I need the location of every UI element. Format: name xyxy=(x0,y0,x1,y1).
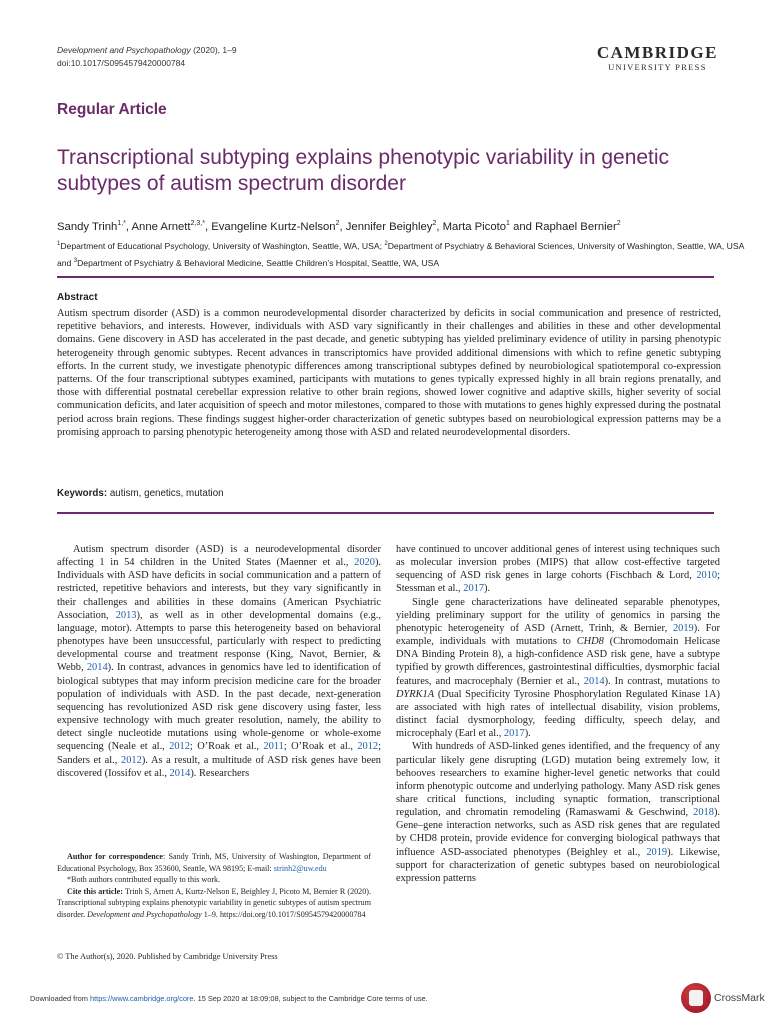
footer-link[interactable]: https://www.cambridge.org/core xyxy=(89,994,194,1003)
journal-citation xyxy=(57,44,237,57)
journal-name: Development and Psychopathology xyxy=(57,45,191,55)
divider-top xyxy=(57,276,714,278)
abstract-heading: Abstract xyxy=(57,292,98,303)
body-left-column: Autism spectrum disorder (ASD) is a neurodevelopmental disorder affecting 1 in 54 children in the United States (Maenner et al., 2020). Individuals with ASD have deficits in social communication and a pattern of restricted, repetitive behaviors and interests, but they vary significantly in their challenges and abilities in these domains (American Psychiatric Association, 2013), as well as in other developmental domains (e.g., language, motor). Attempts to parse this heterogeneity based on behavioral phenotypes have been unsuccessful, particularly with respect to predicting developmental course and treatment response (King, Navot, Bernier, & Webb, 2014). In contrast, advances in genomics have led to identification of biological subtypes that may inform precision medicine care for the broader population of individuals with ASD. In the past decade, next-generation sequencing has revolutionized ASD risk gene discovery using faster, less expensive technology with much greater resolution, namely, the ability to detect single nucleotide mutations using whole-genome or whole-exome sequencing (Neale et al., 2012; O’Roak et al., 2011; O’Roak et al., 2012; Sanders et al., 2012). As a result, a multitude of ASD risk genes have been discovered (Iossifov et al., 2014). Researchers xyxy=(57,544,381,779)
publisher-logo-top: CAMBRIDGE xyxy=(596,43,718,62)
crossmark-label[interactable]: CrossMark xyxy=(714,992,765,1004)
article-type: Regular Article xyxy=(57,101,167,118)
abstract-text: Autism spectrum disorder (ASD) is a common neurodevelopmental disorder characterized by deficits in social communication and presence of restricted, repetitive behaviors, and interests. However, individuals with ASD vary significantly in their challenges and abilities in these and other developmental domains. Gene discovery in ASD has accelerated in the past decade, and genetic subtyping has yielded preliminary evidence of utility in parsing phenotypic heterogeneity through genomic subtypes. Recent advances in transcriptomics have provided additional dimensions with which to refine genetic subtyping efforts. In the current study, we investigate phenotypic differences among transcriptional subtypes defined by neurobiological spatiotemporal co-expression patterns. Of the four transcriptional subtypes examined, participants with mutations to genes typically expressed highly in all brain regions prenatally, and those with differential postnatal cerebellar expression relative to other brain regions, showed lower cognitive and adaptive skills, higher severity of social communication deficits, and later acquisition of speech and motor milestones, compared to those with mutations to genes highly expressed during the postnatal period across brain regions. These findings suggest higher-order characterization of genetic subtypes based on neurobiological expression patterns may be a promising approach to parsing phenotypic heterogeneity among those with ASD and related neurodevelopmental disorders. xyxy=(57,308,721,438)
footer-prefix: Downloaded from xyxy=(30,994,90,1003)
footer-suffix: . 15 Sep 2020 at 18:09:08, subject to the Cambridge Core terms of use. xyxy=(193,994,428,1003)
crossmark-icon[interactable] xyxy=(681,983,711,1013)
publisher-logo[interactable] xyxy=(597,44,718,72)
article-title: Transcriptional subtyping explains phenotypic variability in genetic subtypes of autism spectrum disorder xyxy=(57,146,670,195)
publisher-logo-bottom: UNIVERSITY PRESS xyxy=(608,62,707,72)
correspondence-note: Author for correspondence: Sandy Trinh, MS, University of Washington, Department of Educational Psychology, Box 353600, Seattle, WA 98195; E-mail: strinh2@uw.edu *Both authors contributed equally to this work. Cite this article: Trinh S, Arnett A, Kurtz-Nelson E, Beighley J, Picoto M, Bernier R (2020). Transcriptional subtyping explains phenotypic variability in genetic subtypes of autism spectrum disorder. Development and Psychopathology 1–9. https://doi.org/10.1017/S0954579420000784 xyxy=(57,852,371,919)
copyright-line: © The Author(s), 2020. Published by Cambridge University Press xyxy=(57,952,278,961)
divider-bottom xyxy=(57,512,714,514)
download-footer xyxy=(30,994,428,1003)
journal-info: (2020), 1–9 xyxy=(190,45,237,55)
author-list: Sandy Trinh$^{1,*}$, Anne Arnett$^{2,3,*}$, Evangeline Kurtz-Nelson$^2$, Jennifer Beighley$^2$, Marta Picoto$^1$ and Raphael Bernier$^2$ xyxy=(57,220,621,233)
keywords xyxy=(57,488,224,499)
body-right-column: have continued to uncover additional genes of interest using techniques such as molecular inversion probes (MIPS) that allow cost-effective targeted sequencing of ASD risk genes in large cohorts (Fischbach & Lord, 2010; Stessman et al., 2017). Single gene characterizations have delineated separable phenotypes, yielding preliminary support for the utility of genomics in parsing the phenotypic heterogeneity of ASD (Arnett, Trinh, & Bernier, 2019). For example, individuals with mutations to CHD8 (Chromodomain Helicase DNA Binding Protein 8), a high-confidence ASD risk gene, have a subtype typified by growth differences, gastrointestinal difficulties, dysmorphic facial features, and macrocephaly (Bernier et al., 2014). In contrast, mutations to DYRK1A (Dual Specificity Tyrosine Phosphorylation Regulated Kinase 1A) are associated with high rates of intellectual disability, vision problems, distinct facial dysmorphology, feeding difficulty, speech delay, and microcephaly (Earl et al., 2017). With hundreds of ASD-linked genes identified, and the frequency of any particular likely gene disrupting (LGD) mutation being extremely low, it behooves researchers to examine higher-level genetic networks that could inform phenotypic outcome and underlying pathology. Many ASD risk genes share critical functions, including synaptic formation, transcriptional regulation, and chromatin remodeling (Ramaswami & Geschwind, 2018). Gene–gene interaction networks, such as ASD risk genes that are regulated by CHD8 protein, provide evidence for converging biological pathways that influence ASD-associated phenotypes (Beighley et al., 2019). Likewise, support for characterization of genetic subtypes based on neurobiological expression patterns xyxy=(396,544,721,884)
keywords-label: Keywords: xyxy=(57,488,108,499)
doi-text[interactable]: doi:10.1017/S0954579420000784 xyxy=(57,58,186,68)
affiliations: $^1$Department of Educational Psychology, University of Washington, Seattle, WA, USA; $^2$Department of Psychiatry & Behavioral Sciences, University of Washington, Seattle, WA, USA and $^3$Department of Psychiatry & Behavioral Medicine, Seattle Children’s Hospital, Seattle, WA, USA xyxy=(57,241,744,268)
keywords-values: autism, genetics, mutation xyxy=(107,488,224,499)
